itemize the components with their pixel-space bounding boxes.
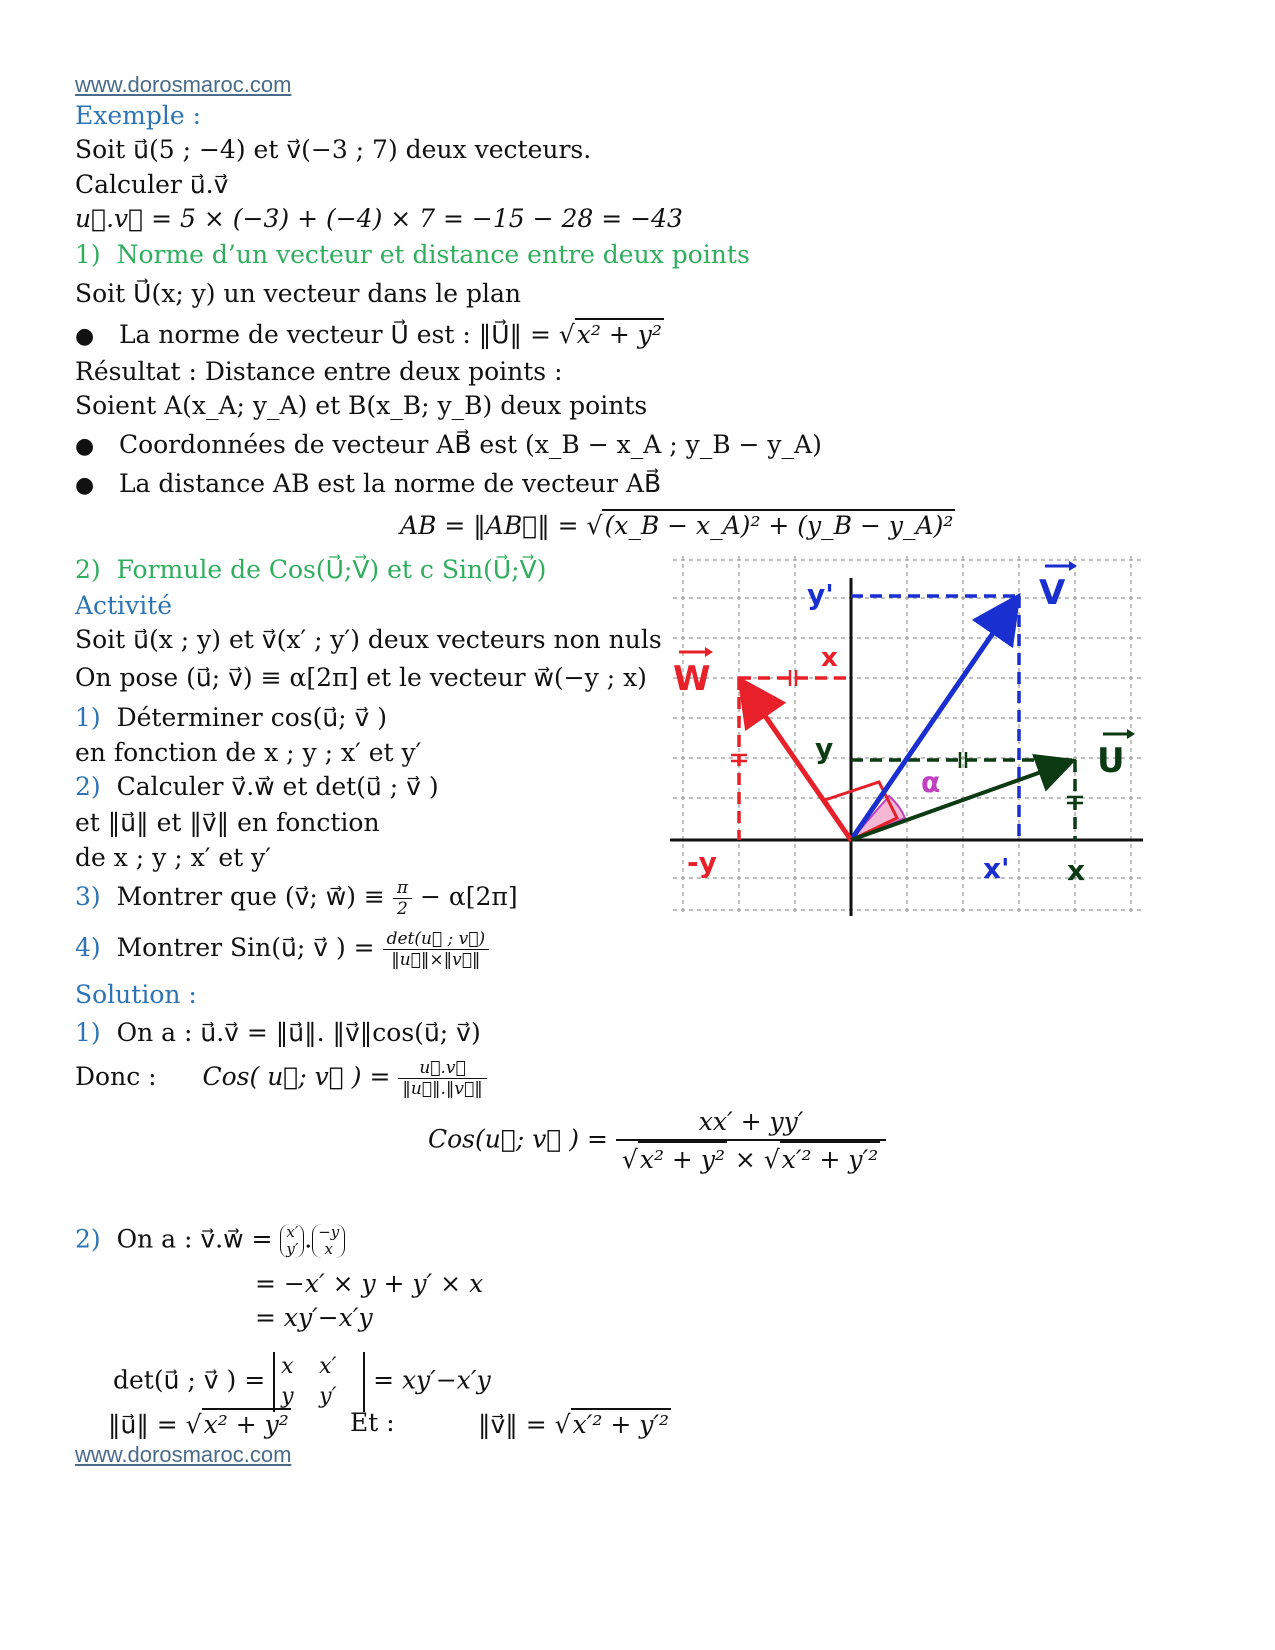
- matrix-v: [280, 1224, 304, 1258]
- section1-title: Norme d’un vecteur et distance entre deux points: [116, 240, 750, 269]
- section1-intro: Soit U⃗(x; y) un vecteur dans le plan: [75, 279, 521, 308]
- question-1b: en fonction de x ; y ; x′ et y′: [75, 738, 422, 767]
- question-3-pre: Montrer que (v⃗; w⃗) ≡: [116, 882, 385, 911]
- label-y: y: [815, 732, 834, 765]
- section2-num: 2): [75, 555, 101, 584]
- norm-u-radicand: x² + y²: [203, 1410, 289, 1439]
- vector-v: [851, 601, 1015, 840]
- question-2: [75, 772, 439, 802]
- angle-marker: [825, 782, 905, 840]
- label-v: V: [1039, 573, 1066, 613]
- distance-formula-left: AB = ‖AB⃗‖ = √: [400, 511, 603, 540]
- bullet-dot: ●: [75, 324, 95, 349]
- question-3-frac-den: 2: [397, 899, 408, 919]
- label-minus-y: -y: [687, 846, 717, 879]
- donc-label: Donc :: [75, 1062, 157, 1091]
- cos1-frac-num: u⃗.v⃗: [398, 1058, 486, 1079]
- section2-heading: [75, 555, 546, 585]
- footer-url[interactable]: www.dorosmaroc.com: [75, 1442, 292, 1467]
- bullet-distance-text: La distance AB est la norme de vecteur AB⃗: [118, 469, 662, 498]
- example-line2: Calculer u⃗.v⃗: [75, 170, 229, 199]
- bullet-norm: [75, 318, 664, 352]
- example-line3: u⃗.v⃗ = 5 × (−3) + (−4) × 7 = −15 − 28 = −43: [75, 204, 683, 233]
- det-pre: det(u⃗ ; v⃗ ) =: [113, 1365, 266, 1395]
- question-4-frac: [383, 929, 490, 970]
- norm-v-radicand: x′² + y′²: [572, 1410, 670, 1439]
- cos1-frac-den: ‖u⃗‖.‖v⃗‖: [402, 1079, 483, 1099]
- question-2b: et ‖u⃗‖ et ‖v⃗‖ en fonction: [75, 808, 380, 837]
- example-title: Exemple :: [75, 101, 202, 130]
- section1-result: Résultat : Distance entre deux points :: [75, 357, 563, 386]
- question-4-pre: Montrer Sin(u⃗; v⃗ ) =: [116, 933, 375, 962]
- matrix-w: [312, 1224, 345, 1258]
- activity-title: Activité: [75, 591, 173, 620]
- activity-line2: On pose (u⃗; v⃗) ≡ α[2π] et le vecteur w⃗(−y ; x): [75, 663, 647, 692]
- det-d: y′: [319, 1384, 337, 1409]
- norm-v: [478, 1408, 671, 1440]
- det-formula: [113, 1352, 491, 1412]
- question-4: [75, 929, 489, 970]
- cos2-frac: [616, 1105, 886, 1177]
- question-1-num: 1): [75, 703, 101, 732]
- matrix-w-top: −y: [318, 1223, 340, 1241]
- label-w: W: [673, 659, 711, 699]
- question-2c: de x ; y ; x′ et y′: [75, 843, 271, 872]
- bullet-coords-text: Coordonnées de vecteur AB⃗ est (x_B − x_A ; y_B − y_A): [118, 430, 822, 459]
- det-post: = xy′−x′y: [373, 1365, 491, 1395]
- question-1-text: Déterminer cos(u⃗; v⃗ ): [116, 703, 388, 732]
- cos1-frac: [398, 1058, 486, 1099]
- matrix-v-top: x′: [286, 1223, 299, 1241]
- cos2-pre: Cos(u⃗; v⃗ ) =: [428, 1124, 608, 1154]
- solution-2: 2) On a : v⃗.w⃗ = x′ y′ . −y x: [75, 1224, 345, 1258]
- cos2-den-rad-b: x′² + y′²: [780, 1141, 880, 1177]
- label-x-top: x: [821, 643, 838, 673]
- cos-formula: [428, 1105, 886, 1177]
- section1-soient: Soient A(x_A; y_A) et B(x_B; y_B) deux points: [75, 391, 648, 420]
- question-4-frac-num: det(u⃗ ; v⃗): [383, 929, 490, 950]
- question-4-num: 4): [75, 933, 101, 962]
- cos2-den-times: ×: [726, 1145, 764, 1174]
- question-3-post: − α[2π]: [419, 882, 518, 911]
- question-4-frac-den: ‖u⃗‖×‖v⃗‖: [391, 950, 481, 970]
- vector-diagram: [665, 548, 1145, 920]
- solution-2-line3: = xy′−x′y: [255, 1303, 373, 1332]
- cos2-frac-den: √x² + y² × √x′² + y′²: [616, 1141, 886, 1177]
- bullet-distance: [75, 469, 661, 501]
- vector-w: [743, 684, 851, 840]
- bullet-norm-text: La norme de vecteur U⃗ est : ‖U⃗‖ = √: [118, 320, 575, 349]
- bullet-coords: [75, 430, 822, 462]
- question-3-frac-num: π: [393, 878, 412, 899]
- bullet-dot: ●: [75, 473, 95, 498]
- question-3: [75, 878, 518, 919]
- solution-2-num: 2): [75, 1224, 101, 1254]
- det-a: x: [281, 1354, 294, 1379]
- solution-1-num: 1): [75, 1018, 101, 1047]
- label-x-prime: x': [983, 852, 1010, 885]
- question-2-text: Calculer v⃗.w⃗ et det(u⃗ ; v⃗ ): [116, 772, 439, 801]
- cos2-frac-num: xx′ + yy′: [616, 1105, 886, 1141]
- cos1-pre: Cos( u⃗; v⃗ ) =: [202, 1062, 391, 1091]
- activity-line1: Soit u⃗(x ; y) et v⃗(x′ ; y′) deux vecteurs non nuls: [75, 625, 662, 654]
- norm-v-pre: ‖v⃗‖ = √: [478, 1410, 571, 1439]
- matrix-w-bot: x: [324, 1240, 333, 1258]
- label-alpha: α: [921, 766, 941, 799]
- question-3-frac: [393, 878, 412, 919]
- solution-1: [75, 1018, 481, 1048]
- header-url[interactable]: www.dorosmaroc.com: [75, 72, 292, 97]
- norm-u: [108, 1408, 291, 1440]
- bullet-dot: ●: [75, 434, 95, 459]
- det-b: x′: [319, 1354, 337, 1379]
- example-line1: Soit u⃗(5 ; −4) et v⃗(−3 ; 7) deux vecteurs.: [75, 135, 592, 164]
- label-arrows: [679, 561, 1135, 739]
- solution-donc: [75, 1058, 487, 1099]
- cos2-den-rad-a: x² + y²: [638, 1141, 727, 1177]
- det-matrix: [273, 1352, 365, 1412]
- label-u: U: [1097, 741, 1125, 781]
- section2-title: Formule de Cos(U⃗;V⃗) et c Sin(U⃗;V⃗): [116, 555, 547, 584]
- solution-1-text: On a : u⃗.v⃗ = ‖u⃗‖. ‖v⃗‖cos(u⃗; v⃗): [116, 1018, 481, 1047]
- et-label: Et :: [350, 1408, 395, 1437]
- question-1: [75, 703, 387, 733]
- question-3-num: 3): [75, 882, 101, 911]
- distance-formula-radicand: (x_B − x_A)² + (y_B − y_A)²: [604, 511, 954, 540]
- bullet-norm-radicand: x² + y²: [576, 320, 662, 349]
- label-y-prime: y': [807, 578, 834, 611]
- solution-2-pre: On a : v⃗.w⃗ =: [116, 1224, 273, 1254]
- distance-formula: [400, 509, 955, 541]
- label-x: x: [1067, 854, 1086, 887]
- matrix-v-bot: y′: [286, 1240, 299, 1258]
- solution-2-line2: = −x′ × y + y′ × x: [255, 1269, 484, 1298]
- det-c: y: [281, 1384, 294, 1409]
- norm-u-pre: ‖u⃗‖ = √: [108, 1410, 202, 1439]
- question-2-num: 2): [75, 772, 101, 801]
- section1-heading: [75, 240, 750, 270]
- section1-num: 1): [75, 240, 101, 269]
- solution-title: Solution :: [75, 980, 197, 1009]
